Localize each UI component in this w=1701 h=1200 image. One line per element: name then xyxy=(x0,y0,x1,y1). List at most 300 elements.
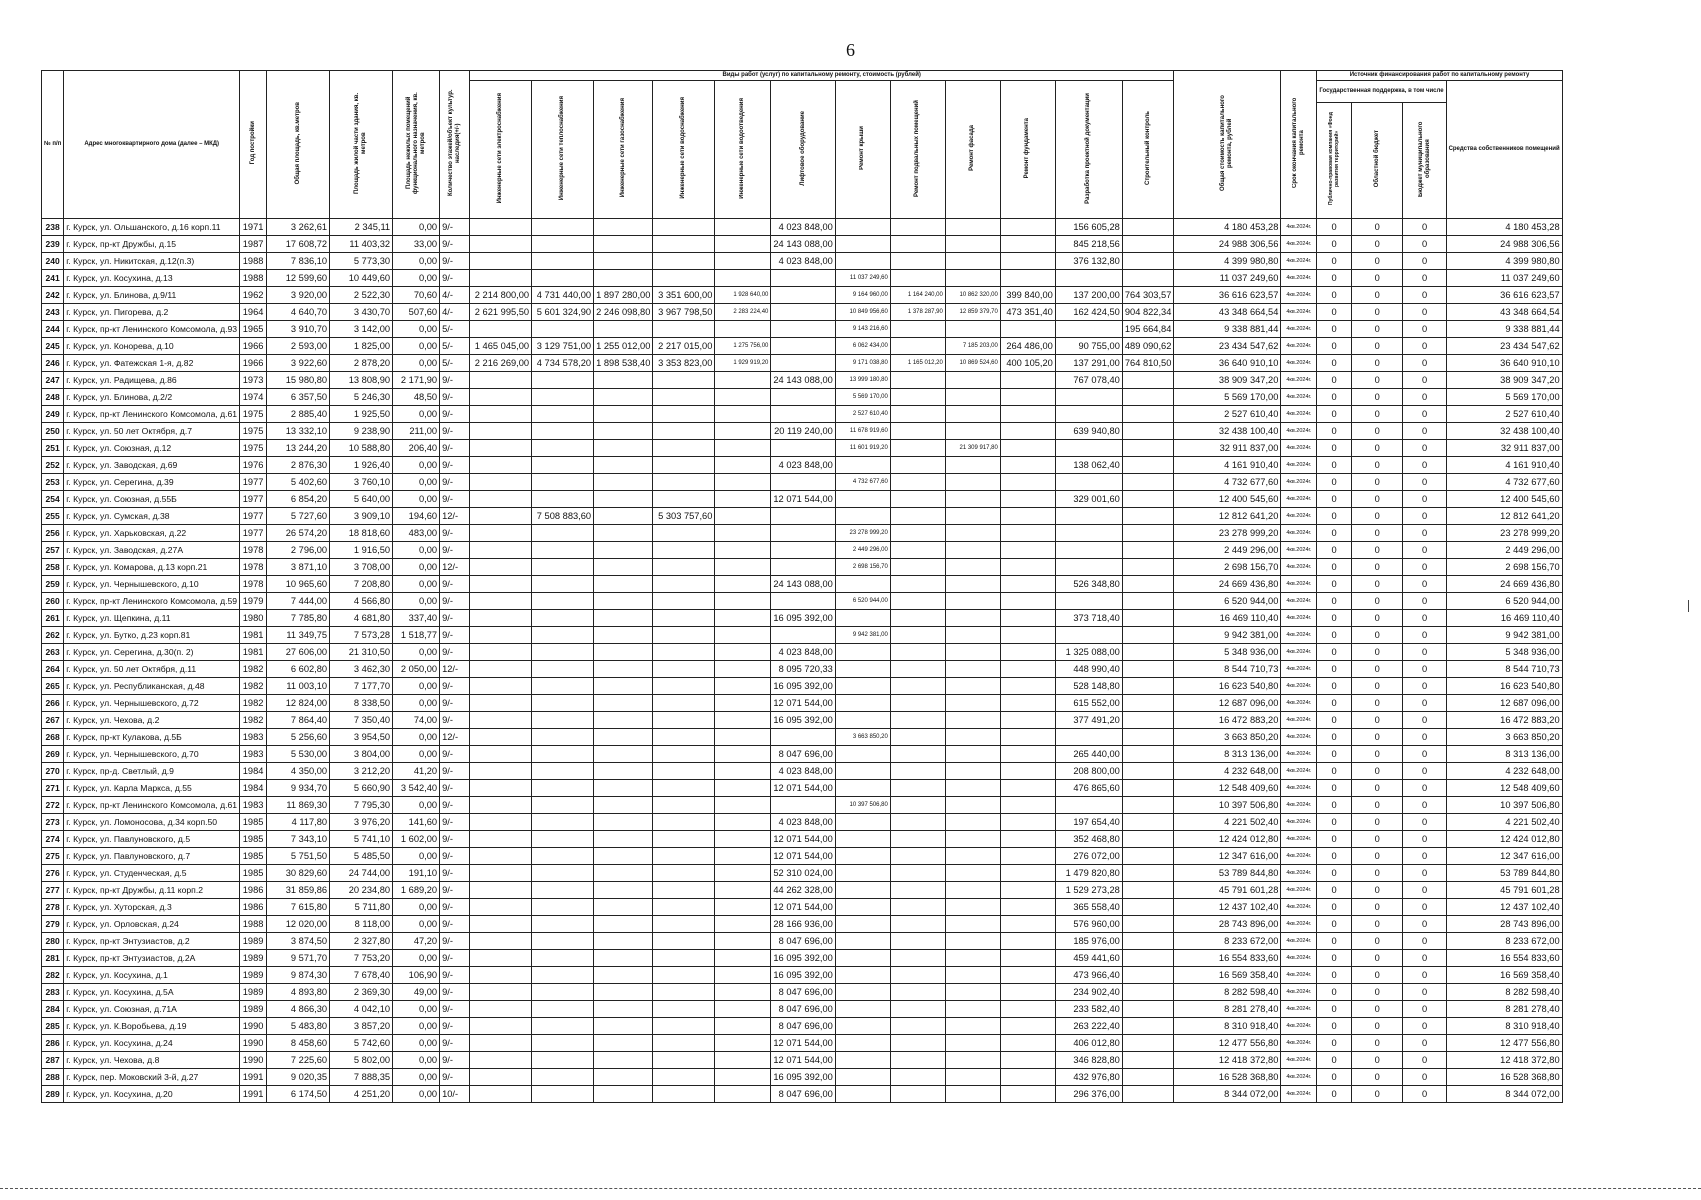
cell-water xyxy=(653,457,715,474)
cell-nonres: 0,00 xyxy=(393,338,440,355)
cell-term: 4кв.2024г. xyxy=(1281,440,1317,457)
cell-reg: 0 xyxy=(1351,423,1403,440)
cell-nonres: 337,40 xyxy=(393,610,440,627)
cell-reg: 0 xyxy=(1351,1086,1403,1103)
cell-floors: 5/- xyxy=(440,355,470,372)
cell-gas: 1 897 280,00 xyxy=(594,287,653,304)
cell-reg: 0 xyxy=(1351,253,1403,270)
cell-design: 352 468,80 xyxy=(1055,831,1122,848)
cell-total: 2 593,00 xyxy=(267,338,330,355)
table-row xyxy=(42,644,1563,661)
header-gas: Инженерные сети газоснабжения xyxy=(594,81,653,219)
cell-year: 1991 xyxy=(240,1069,267,1086)
cell-fund: 0 xyxy=(1317,270,1351,287)
cell-roof xyxy=(835,1086,890,1103)
cell-water xyxy=(653,542,715,559)
cell-mun: 0 xyxy=(1403,610,1446,627)
cell-fund: 0 xyxy=(1317,1035,1351,1052)
cell-control xyxy=(1122,372,1174,389)
cell-living: 4 681,80 xyxy=(330,610,393,627)
table-row xyxy=(42,321,1563,338)
cell-design: 156 605,28 xyxy=(1055,219,1122,236)
cell-floors: 4/- xyxy=(440,287,470,304)
cell-year: 1986 xyxy=(240,899,267,916)
cell-living: 5 660,90 xyxy=(330,780,393,797)
cell-lift: 16 095 392,00 xyxy=(771,967,835,984)
cell-control xyxy=(1122,831,1174,848)
cell-gas xyxy=(594,797,653,814)
cell-cost: 2 527 610,40 xyxy=(1174,406,1281,423)
cell-roof xyxy=(835,253,890,270)
cell-floors: 9/- xyxy=(440,933,470,950)
cell-mun: 0 xyxy=(1403,967,1446,984)
cell-term: 4кв.2024г. xyxy=(1281,491,1317,508)
cell-facade xyxy=(945,831,1000,848)
cell-heat xyxy=(532,661,594,678)
cell-fund: 0 xyxy=(1317,219,1351,236)
cell-living: 9 238,90 xyxy=(330,423,393,440)
cell-heat xyxy=(532,950,594,967)
cell-roof: 23 278 999,20 xyxy=(835,525,890,542)
cell-roof xyxy=(835,933,890,950)
cell-control xyxy=(1122,1001,1174,1018)
cell-water xyxy=(653,559,715,576)
cell-facade xyxy=(945,644,1000,661)
cell-water xyxy=(653,865,715,882)
cell-heat xyxy=(532,780,594,797)
cell-basement xyxy=(890,678,945,695)
cell-lift xyxy=(771,338,835,355)
cell-lift: 8 047 696,00 xyxy=(771,746,835,763)
cell-found xyxy=(1000,797,1055,814)
cell-n: 252 xyxy=(42,457,64,474)
cell-control xyxy=(1122,1086,1174,1103)
cell-facade xyxy=(945,848,1000,865)
cell-living: 3 142,00 xyxy=(330,321,393,338)
cell-cost: 12 687 096,00 xyxy=(1174,695,1281,712)
cell-total: 6 854,20 xyxy=(267,491,330,508)
cell-total: 4 117,80 xyxy=(267,814,330,831)
cell-lift xyxy=(771,389,835,406)
cell-nonres: 0,00 xyxy=(393,746,440,763)
cell-total: 5 402,60 xyxy=(267,474,330,491)
cell-heat xyxy=(532,406,594,423)
cell-cost: 32 911 837,00 xyxy=(1174,440,1281,457)
cell-year: 1990 xyxy=(240,1018,267,1035)
cell-water xyxy=(653,797,715,814)
cell-mun: 0 xyxy=(1403,508,1446,525)
cell-year: 1975 xyxy=(240,406,267,423)
cell-mun: 0 xyxy=(1403,712,1446,729)
cell-fund: 0 xyxy=(1317,661,1351,678)
cell-addr: г. Курск, ул. Чехова, д.2 xyxy=(64,712,240,729)
cell-fund: 0 xyxy=(1317,253,1351,270)
cell-heat xyxy=(532,1052,594,1069)
cell-floors: 9/- xyxy=(440,814,470,831)
cell-living: 1 916,50 xyxy=(330,542,393,559)
cell-floors: 9/- xyxy=(440,491,470,508)
cell-fund: 0 xyxy=(1317,457,1351,474)
cell-nonres: 483,00 xyxy=(393,525,440,542)
cell-reg: 0 xyxy=(1351,338,1403,355)
cell-design: 137 200,00 xyxy=(1055,287,1122,304)
cell-sewer xyxy=(715,627,771,644)
cell-year: 1978 xyxy=(240,576,267,593)
cell-cost: 4 221 502,40 xyxy=(1174,814,1281,831)
cell-cost: 24 669 436,80 xyxy=(1174,576,1281,593)
cell-lift: 12 071 544,00 xyxy=(771,899,835,916)
cell-addr: г. Курск, пр-кт Дружбы, д.15 xyxy=(64,236,240,253)
cell-floors: 9/- xyxy=(440,219,470,236)
cell-water xyxy=(653,219,715,236)
cell-design: 263 222,40 xyxy=(1055,1018,1122,1035)
cell-reg: 0 xyxy=(1351,661,1403,678)
cell-facade xyxy=(945,1001,1000,1018)
cell-facade xyxy=(945,1018,1000,1035)
cell-living: 4 042,10 xyxy=(330,1001,393,1018)
cell-own: 16 472 883,20 xyxy=(1446,712,1562,729)
cell-addr: г. Курск, ул. 50 лет Октября, д.7 xyxy=(64,423,240,440)
cell-basement xyxy=(890,865,945,882)
cell-elec xyxy=(470,1018,532,1035)
cell-year: 1971 xyxy=(240,219,267,236)
cell-water xyxy=(653,780,715,797)
cell-roof xyxy=(835,661,890,678)
cell-year: 1964 xyxy=(240,304,267,321)
cell-term: 4кв.2024г. xyxy=(1281,712,1317,729)
cell-roof: 11 037 249,60 xyxy=(835,270,890,287)
cell-living: 4 566,80 xyxy=(330,593,393,610)
cell-sewer xyxy=(715,746,771,763)
cell-lift: 8 047 696,00 xyxy=(771,1086,835,1103)
cell-control xyxy=(1122,644,1174,661)
cell-total: 8 458,60 xyxy=(267,1035,330,1052)
cell-fund: 0 xyxy=(1317,933,1351,950)
cell-term: 4кв.2024г. xyxy=(1281,406,1317,423)
cell-floors: 9/- xyxy=(440,848,470,865)
cell-water xyxy=(653,916,715,933)
cell-control xyxy=(1122,457,1174,474)
cell-cost: 2 449 296,00 xyxy=(1174,542,1281,559)
cell-basement xyxy=(890,950,945,967)
cell-mun: 0 xyxy=(1403,1052,1446,1069)
cell-basement xyxy=(890,508,945,525)
cell-cost: 10 397 506,80 xyxy=(1174,797,1281,814)
cell-lift: 12 071 544,00 xyxy=(771,695,835,712)
cell-water xyxy=(653,372,715,389)
cell-control xyxy=(1122,270,1174,287)
cell-fund: 0 xyxy=(1317,831,1351,848)
cell-total: 7 615,80 xyxy=(267,899,330,916)
cell-cost: 16 623 540,80 xyxy=(1174,678,1281,695)
cell-n: 242 xyxy=(42,287,64,304)
cell-mun: 0 xyxy=(1403,304,1446,321)
cell-floors: 9/- xyxy=(440,712,470,729)
cell-mun: 0 xyxy=(1403,1035,1446,1052)
cell-own: 12 347 616,00 xyxy=(1446,848,1562,865)
cell-elec xyxy=(470,763,532,780)
cell-living: 3 212,20 xyxy=(330,763,393,780)
cell-floors: 9/- xyxy=(440,1018,470,1035)
cell-design: 1 529 273,28 xyxy=(1055,882,1122,899)
cell-floors: 9/- xyxy=(440,882,470,899)
cell-own: 23 434 547,62 xyxy=(1446,338,1562,355)
cell-term: 4кв.2024г. xyxy=(1281,372,1317,389)
cell-floors: 12/- xyxy=(440,508,470,525)
cell-floors: 9/- xyxy=(440,593,470,610)
cell-basement xyxy=(890,780,945,797)
cell-floors: 9/- xyxy=(440,474,470,491)
header-construction-control: Строительный контроль xyxy=(1122,81,1174,219)
cell-basement xyxy=(890,763,945,780)
cell-reg: 0 xyxy=(1351,1052,1403,1069)
cell-reg: 0 xyxy=(1351,780,1403,797)
cell-n: 256 xyxy=(42,525,64,542)
cell-cost: 8 233 672,00 xyxy=(1174,933,1281,950)
cell-fund: 0 xyxy=(1317,593,1351,610)
cell-elec xyxy=(470,423,532,440)
cell-own: 4 399 980,80 xyxy=(1446,253,1562,270)
cell-found xyxy=(1000,474,1055,491)
cell-term: 4кв.2024г. xyxy=(1281,287,1317,304)
cell-basement: 1 165 012,20 xyxy=(890,355,945,372)
cell-facade xyxy=(945,457,1000,474)
cell-found xyxy=(1000,831,1055,848)
cell-reg: 0 xyxy=(1351,729,1403,746)
cell-elec xyxy=(470,406,532,423)
table-row xyxy=(42,831,1563,848)
cell-sewer xyxy=(715,1035,771,1052)
cell-term: 4кв.2024г. xyxy=(1281,797,1317,814)
cell-found xyxy=(1000,746,1055,763)
cell-elec xyxy=(470,627,532,644)
cell-total: 7 343,10 xyxy=(267,831,330,848)
cell-total: 11 869,30 xyxy=(267,797,330,814)
cell-facade xyxy=(945,1035,1000,1052)
cell-found: 264 486,00 xyxy=(1000,338,1055,355)
cell-own: 8 233 672,00 xyxy=(1446,933,1562,950)
cell-heat xyxy=(532,899,594,916)
cell-addr: г. Курск, ул. Пигорева, д.2 xyxy=(64,304,240,321)
cell-sewer xyxy=(715,763,771,780)
cell-gas xyxy=(594,729,653,746)
cell-basement xyxy=(890,695,945,712)
cell-fund: 0 xyxy=(1317,882,1351,899)
cell-sewer xyxy=(715,423,771,440)
cell-fund: 0 xyxy=(1317,678,1351,695)
cell-water xyxy=(653,644,715,661)
header-regional-budget: Областной бюджет xyxy=(1351,103,1403,219)
cell-design: 767 078,40 xyxy=(1055,372,1122,389)
cell-own: 5 569 170,00 xyxy=(1446,389,1562,406)
table-row xyxy=(42,950,1563,967)
cell-elec xyxy=(470,797,532,814)
cell-mun: 0 xyxy=(1403,1001,1446,1018)
cell-mun: 0 xyxy=(1403,916,1446,933)
cell-total: 15 980,80 xyxy=(267,372,330,389)
cell-n: 261 xyxy=(42,610,64,627)
cell-fund: 0 xyxy=(1317,848,1351,865)
cell-gas xyxy=(594,593,653,610)
cell-nonres: 0,00 xyxy=(393,491,440,508)
cell-fund: 0 xyxy=(1317,644,1351,661)
cell-design xyxy=(1055,440,1122,457)
cell-gas xyxy=(594,559,653,576)
cell-facade xyxy=(945,236,1000,253)
cell-lift: 20 119 240,00 xyxy=(771,423,835,440)
cell-heat xyxy=(532,627,594,644)
cell-sewer xyxy=(715,644,771,661)
cell-reg: 0 xyxy=(1351,627,1403,644)
cell-found xyxy=(1000,440,1055,457)
cell-year: 1989 xyxy=(240,933,267,950)
cell-control xyxy=(1122,678,1174,695)
cell-cost: 8 310 918,40 xyxy=(1174,1018,1281,1035)
cell-sewer xyxy=(715,814,771,831)
cell-elec: 2 216 269,00 xyxy=(470,355,532,372)
cell-basement xyxy=(890,270,945,287)
cell-found xyxy=(1000,933,1055,950)
cell-basement xyxy=(890,729,945,746)
cell-nonres: 2 050,00 xyxy=(393,661,440,678)
cell-basement xyxy=(890,814,945,831)
cell-heat xyxy=(532,1001,594,1018)
cell-facade xyxy=(945,797,1000,814)
cell-elec xyxy=(470,967,532,984)
cell-lift xyxy=(771,627,835,644)
cell-elec xyxy=(470,644,532,661)
cell-found xyxy=(1000,695,1055,712)
cell-found xyxy=(1000,967,1055,984)
cell-roof xyxy=(835,1035,890,1052)
cell-gas xyxy=(594,678,653,695)
cell-roof: 5 569 170,00 xyxy=(835,389,890,406)
cell-n: 264 xyxy=(42,661,64,678)
cell-own: 10 397 506,80 xyxy=(1446,797,1562,814)
cell-addr: г. Курск, ул. Фатежская 1-я, д.82 xyxy=(64,355,240,372)
cell-reg: 0 xyxy=(1351,950,1403,967)
cell-cost: 16 472 883,20 xyxy=(1174,712,1281,729)
cell-found xyxy=(1000,457,1055,474)
cell-design xyxy=(1055,729,1122,746)
cell-lift: 8 047 696,00 xyxy=(771,1001,835,1018)
cell-n: 265 xyxy=(42,678,64,695)
cell-term: 4кв.2024г. xyxy=(1281,338,1317,355)
cell-addr: г. Курск, пр-д. Светлый, д.9 xyxy=(64,763,240,780)
cell-lift: 16 095 392,00 xyxy=(771,1069,835,1086)
cell-year: 1980 xyxy=(240,610,267,627)
cell-term: 4кв.2024г. xyxy=(1281,967,1317,984)
cell-total: 27 606,00 xyxy=(267,644,330,661)
cell-design: 528 148,80 xyxy=(1055,678,1122,695)
cell-mun: 0 xyxy=(1403,661,1446,678)
cell-floors: 9/- xyxy=(440,372,470,389)
cell-gas xyxy=(594,321,653,338)
cell-addr: г. Курск, ул. 50 лет Октября, д.11 xyxy=(64,661,240,678)
cell-elec xyxy=(470,593,532,610)
cell-design: 1 325 088,00 xyxy=(1055,644,1122,661)
scan-edge-mark xyxy=(1688,600,1689,612)
cell-gas xyxy=(594,695,653,712)
cell-roof: 9 143 216,60 xyxy=(835,321,890,338)
cell-term: 4кв.2024г. xyxy=(1281,746,1317,763)
cell-floors: 9/- xyxy=(440,695,470,712)
cell-found xyxy=(1000,236,1055,253)
cell-fund: 0 xyxy=(1317,372,1351,389)
cell-living: 1 926,40 xyxy=(330,457,393,474)
cell-reg: 0 xyxy=(1351,542,1403,559)
cell-cost: 45 791 601,28 xyxy=(1174,882,1281,899)
cell-floors: 9/- xyxy=(440,746,470,763)
cell-living: 2 878,20 xyxy=(330,355,393,372)
cell-year: 1962 xyxy=(240,287,267,304)
table-row xyxy=(42,1052,1563,1069)
cell-gas xyxy=(594,780,653,797)
cell-reg: 0 xyxy=(1351,763,1403,780)
cell-cost: 8 281 278,40 xyxy=(1174,1001,1281,1018)
cell-mun: 0 xyxy=(1403,814,1446,831)
cell-floors: 9/- xyxy=(440,763,470,780)
cell-basement xyxy=(890,219,945,236)
cell-total: 7 225,60 xyxy=(267,1052,330,1069)
cell-basement xyxy=(890,1052,945,1069)
cell-own: 4 180 453,28 xyxy=(1446,219,1562,236)
cell-heat xyxy=(532,576,594,593)
cell-roof xyxy=(835,1052,890,1069)
cell-elec xyxy=(470,576,532,593)
cell-water xyxy=(653,678,715,695)
cell-living: 5 485,50 xyxy=(330,848,393,865)
cell-year: 1975 xyxy=(240,440,267,457)
cell-floors: 5/- xyxy=(440,321,470,338)
cell-term: 4кв.2024г. xyxy=(1281,355,1317,372)
cell-gas: 1 255 012,00 xyxy=(594,338,653,355)
table-row xyxy=(42,304,1563,321)
cell-basement xyxy=(890,576,945,593)
cell-year: 1990 xyxy=(240,1035,267,1052)
cell-found xyxy=(1000,1035,1055,1052)
cell-mun: 0 xyxy=(1403,253,1446,270)
cell-nonres: 194,60 xyxy=(393,508,440,525)
cell-floors: 9/- xyxy=(440,576,470,593)
cell-own: 12 548 409,60 xyxy=(1446,780,1562,797)
cell-basement xyxy=(890,491,945,508)
cell-year: 1982 xyxy=(240,661,267,678)
cell-sewer xyxy=(715,474,771,491)
cell-elec xyxy=(470,661,532,678)
cell-basement xyxy=(890,1069,945,1086)
cell-design: 377 491,20 xyxy=(1055,712,1122,729)
cell-lift: 4 023 848,00 xyxy=(771,253,835,270)
cell-sewer xyxy=(715,848,771,865)
cell-heat xyxy=(532,525,594,542)
cell-addr: г. Курск, ул. Радищева, д.86 xyxy=(64,372,240,389)
cell-own: 2 449 296,00 xyxy=(1446,542,1562,559)
cell-facade: 10 862 320,00 xyxy=(945,287,1000,304)
cell-addr: г. Курск, пр-кт Ленинского Комсомола, д.61 xyxy=(64,406,240,423)
cell-floors: 9/- xyxy=(440,457,470,474)
cell-elec xyxy=(470,559,532,576)
cell-basement xyxy=(890,644,945,661)
cell-living: 5 640,00 xyxy=(330,491,393,508)
cell-control xyxy=(1122,491,1174,508)
cell-nonres: 49,00 xyxy=(393,984,440,1001)
cell-total: 6 174,50 xyxy=(267,1086,330,1103)
cell-water xyxy=(653,1052,715,1069)
cell-cost: 23 278 999,20 xyxy=(1174,525,1281,542)
cell-own: 8 281 278,40 xyxy=(1446,1001,1562,1018)
cell-heat: 4 734 578,20 xyxy=(532,355,594,372)
